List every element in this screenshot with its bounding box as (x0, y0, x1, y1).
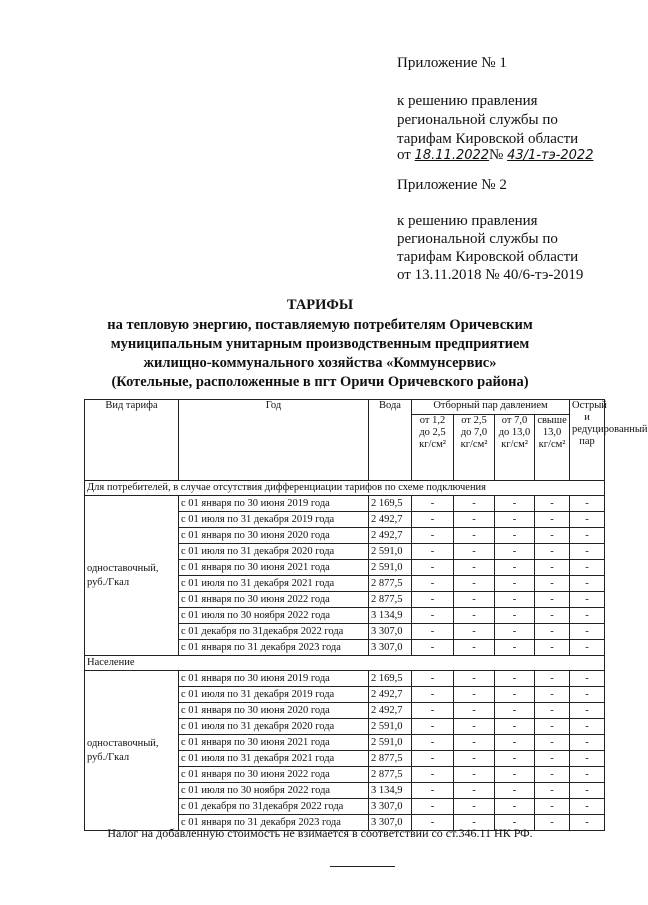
steam-p1-cell: - (412, 687, 454, 703)
water-value-cell: 2 492,7 (369, 512, 412, 528)
water-value-cell: 2 591,0 (369, 735, 412, 751)
section-label: Население (85, 656, 605, 671)
steam-p2-cell: - (454, 703, 495, 719)
steam-p4-cell: - (535, 815, 570, 831)
steam-p3-cell: - (495, 751, 535, 767)
header-pressure-3: от 7,0 до 13,0 кг/см² (495, 415, 535, 481)
steam-p4-cell: - (535, 735, 570, 751)
water-value-cell: 3 134,9 (369, 783, 412, 799)
steam-p2-cell: - (454, 512, 495, 528)
period-cell: с 01 января по 31 декабря 2023 года (179, 815, 369, 831)
sharp-steam-cell: - (570, 592, 605, 608)
water-value-cell: 2 492,7 (369, 687, 412, 703)
steam-p3-cell: - (495, 767, 535, 783)
sharp-steam-cell: - (570, 751, 605, 767)
sharp-steam-cell: - (570, 735, 605, 751)
steam-p1-cell: - (412, 783, 454, 799)
steam-p4-cell: - (535, 767, 570, 783)
table-row (85, 671, 605, 687)
title-line-5: (Котельные, расположенные в пгт Оричи Оричевского района) (111, 374, 529, 390)
steam-p4-cell: - (535, 496, 570, 512)
sharp-steam-cell: - (570, 544, 605, 560)
sharp-steam-cell: - (570, 687, 605, 703)
sharp-steam-cell: - (570, 528, 605, 544)
period-cell: с 01 июля по 31 декабря 2019 года (179, 512, 369, 528)
steam-p4-cell: - (535, 687, 570, 703)
water-value-cell: 3 307,0 (369, 799, 412, 815)
sharp-steam-cell: - (570, 496, 605, 512)
period-cell: с 01 января по 31 декабря 2023 года (179, 640, 369, 656)
table-body (85, 481, 605, 831)
period-cell: с 01 января по 30 июня 2019 года (179, 496, 369, 512)
document-title: ТАРИФЫ (286, 297, 354, 313)
header-year: Год (179, 400, 369, 481)
water-value-cell: 3 307,0 (369, 815, 412, 831)
steam-p2-cell: - (454, 751, 495, 767)
period-cell: с 01 декабря по 31декабря 2022 года (179, 624, 369, 640)
steam-p4-cell: - (535, 592, 570, 608)
period-cell: с 01 июля по 31 декабря 2019 года (179, 687, 369, 703)
table-row (85, 496, 605, 512)
steam-p2-cell: - (454, 544, 495, 560)
steam-p1-cell: - (412, 560, 454, 576)
steam-p3-cell: - (495, 496, 535, 512)
steam-p2-cell: - (454, 496, 495, 512)
steam-p2-cell: - (454, 687, 495, 703)
steam-p2-cell: - (454, 735, 495, 751)
steam-p1-cell: - (412, 608, 454, 624)
steam-p3-cell: - (495, 640, 535, 656)
steam-p1-cell: - (412, 671, 454, 687)
steam-p1-cell: - (412, 496, 454, 512)
period-cell: с 01 января по 30 июня 2021 года (179, 735, 369, 751)
period-cell: с 01 июля по 30 ноября 2022 года (179, 608, 369, 624)
steam-p4-cell: - (535, 560, 570, 576)
water-value-cell: 2 492,7 (369, 528, 412, 544)
appendix-1-line-1: к решению правления (397, 93, 538, 109)
steam-p4-cell: - (535, 719, 570, 735)
steam-p1-cell: - (412, 528, 454, 544)
steam-p3-cell: - (495, 799, 535, 815)
tariff-table (84, 399, 648, 831)
sharp-steam-cell: - (570, 815, 605, 831)
steam-p3-cell: - (495, 592, 535, 608)
sharp-steam-cell: - (570, 640, 605, 656)
steam-p1-cell: - (412, 624, 454, 640)
steam-p1-cell: - (412, 719, 454, 735)
steam-p4-cell: - (535, 799, 570, 815)
sharp-steam-cell: - (570, 512, 605, 528)
sharp-steam-cell: - (570, 576, 605, 592)
steam-p3-cell: - (495, 624, 535, 640)
steam-p4-cell: - (535, 703, 570, 719)
appendix-1-title: Приложение № 1 (397, 55, 507, 71)
steam-p4-cell: - (535, 783, 570, 799)
header-pressure-2: от 2,5 до 7,0 кг/см² (454, 415, 495, 481)
period-cell: с 01 июля по 31 декабря 2021 года (179, 576, 369, 592)
steam-p4-cell: - (535, 751, 570, 767)
period-cell: с 01 июля по 30 ноября 2022 года (179, 783, 369, 799)
water-value-cell: 2 169,5 (369, 496, 412, 512)
steam-p2-cell: - (454, 799, 495, 815)
steam-p3-cell: - (495, 671, 535, 687)
appendix-1-from: от (397, 147, 411, 163)
steam-p3-cell: - (495, 703, 535, 719)
appendix-2-line-1: к решению правления (397, 213, 538, 229)
steam-p3-cell: - (495, 576, 535, 592)
appendix-2-line-3: тарифам Кировской области (397, 249, 579, 265)
water-value-cell: 2 877,5 (369, 751, 412, 767)
steam-p2-cell: - (454, 671, 495, 687)
steam-p3-cell: - (495, 608, 535, 624)
steam-p1-cell: - (412, 751, 454, 767)
steam-p2-cell: - (454, 528, 495, 544)
appendix-1-line-3: тарифам Кировской области (397, 131, 579, 147)
steam-p4-cell: - (535, 512, 570, 528)
handwritten-date: 18.11.2022 (414, 148, 490, 163)
appendix-2-title: Приложение № 2 (397, 177, 507, 193)
water-value-cell: 3 307,0 (369, 624, 412, 640)
section-label: Для потребителей, в случае отсутствия дифференциации тарифов по схеме подключения (85, 481, 605, 496)
period-cell: с 01 января по 30 июня 2021 года (179, 560, 369, 576)
period-cell: с 01 января по 30 июня 2019 года (179, 671, 369, 687)
steam-p2-cell: - (454, 560, 495, 576)
period-cell: с 01 декабря по 31декабря 2022 года (179, 799, 369, 815)
water-value-cell: 2 492,7 (369, 703, 412, 719)
header-water: Вода (369, 400, 412, 481)
steam-p4-cell: - (535, 528, 570, 544)
section-row (85, 656, 605, 671)
title-line-3: муниципальным унитарным производственным предприятием (110, 336, 530, 352)
sharp-steam-cell: - (570, 799, 605, 815)
steam-p1-cell: - (412, 799, 454, 815)
water-value-cell: 2 877,5 (369, 592, 412, 608)
steam-p1-cell: - (412, 544, 454, 560)
water-value-cell: 2 877,5 (369, 576, 412, 592)
period-cell: с 01 января по 30 июня 2022 года (179, 767, 369, 783)
steam-p1-cell: - (412, 735, 454, 751)
steam-p4-cell: - (535, 576, 570, 592)
steam-p3-cell: - (495, 719, 535, 735)
steam-p1-cell: - (412, 576, 454, 592)
sharp-steam-cell: - (570, 767, 605, 783)
header-tariff-type: Вид тарифа (85, 400, 179, 481)
steam-p2-cell: - (454, 767, 495, 783)
steam-p3-cell: - (495, 735, 535, 751)
steam-p1-cell: - (412, 640, 454, 656)
sharp-steam-cell: - (570, 608, 605, 624)
tariff-type-cell: одноставочный, руб./Гкал (85, 671, 179, 831)
period-cell: с 01 июля по 31 декабря 2020 года (179, 719, 369, 735)
steam-p3-cell: - (495, 512, 535, 528)
handwritten-number: 43/1-тэ-2022 (507, 148, 594, 163)
period-cell: с 01 января по 30 июня 2022 года (179, 592, 369, 608)
steam-p2-cell: - (454, 640, 495, 656)
title-line-2: на тепловую энергию, поставляемую потребителям Оричевским (107, 317, 533, 333)
appendix-2-line-2: региональной службы по (397, 231, 558, 247)
appendix-1-no: № (489, 147, 504, 163)
steam-p4-cell: - (535, 671, 570, 687)
appendix-1-date-line (397, 146, 593, 165)
water-value-cell: 3 134,9 (369, 608, 412, 624)
header-sharp-steam: Острый и редуцированный пар (570, 400, 605, 481)
appendix-2-line-4: от 13.11.2018 № 40/6-тэ-2019 (397, 267, 584, 283)
steam-p3-cell: - (495, 544, 535, 560)
header-pressure-1: от 1,2 до 2,5 кг/см² (412, 415, 454, 481)
steam-p1-cell: - (412, 592, 454, 608)
steam-p4-cell: - (535, 544, 570, 560)
sharp-steam-cell: - (570, 624, 605, 640)
period-cell: с 01 января по 30 июня 2020 года (179, 703, 369, 719)
steam-p4-cell: - (535, 640, 570, 656)
header-row-1 (85, 400, 605, 415)
water-value-cell: 2 591,0 (369, 560, 412, 576)
steam-p3-cell: - (495, 815, 535, 831)
sharp-steam-cell: - (570, 560, 605, 576)
steam-p2-cell: - (454, 576, 495, 592)
steam-p3-cell: - (495, 528, 535, 544)
period-cell: с 01 июля по 31 декабря 2020 года (179, 544, 369, 560)
steam-p2-cell: - (454, 719, 495, 735)
steam-p2-cell: - (454, 608, 495, 624)
section-row (85, 481, 605, 496)
steam-p1-cell: - (412, 767, 454, 783)
steam-p4-cell: - (535, 608, 570, 624)
steam-p4-cell: - (535, 624, 570, 640)
steam-p2-cell: - (454, 815, 495, 831)
water-value-cell: 2 591,0 (369, 544, 412, 560)
steam-p2-cell: - (454, 592, 495, 608)
water-value-cell: 2 591,0 (369, 719, 412, 735)
header-steam-group: Отборный пар давлением (412, 400, 570, 415)
water-value-cell: 2 877,5 (369, 767, 412, 783)
header-pressure-4: свыше 13,0 кг/см² (535, 415, 570, 481)
steam-p1-cell: - (412, 703, 454, 719)
sharp-steam-cell: - (570, 783, 605, 799)
vat-note: Налог на добавленную стоимость не взимается в соответствии со ст.346.11 НК РФ. (107, 826, 533, 840)
water-value-cell: 3 307,0 (369, 640, 412, 656)
steam-p3-cell: - (495, 783, 535, 799)
period-cell: с 01 января по 30 июня 2020 года (179, 528, 369, 544)
closing-rule (330, 866, 395, 867)
steam-p2-cell: - (454, 783, 495, 799)
sharp-steam-cell: - (570, 671, 605, 687)
steam-p3-cell: - (495, 687, 535, 703)
steam-p3-cell: - (495, 560, 535, 576)
tariff-type-cell: одноставочный, руб./Гкал (85, 496, 179, 656)
steam-p2-cell: - (454, 624, 495, 640)
steam-p1-cell: - (412, 512, 454, 528)
steam-p1-cell: - (412, 815, 454, 831)
sharp-steam-cell: - (570, 719, 605, 735)
sharp-steam-cell: - (570, 703, 605, 719)
appendix-1-line-2: региональной службы по (397, 112, 558, 128)
title-line-4: жилищно-коммунального хозяйства «Коммунсервис» (143, 355, 497, 371)
water-value-cell: 2 169,5 (369, 671, 412, 687)
period-cell: с 01 июля по 31 декабря 2021 года (179, 751, 369, 767)
